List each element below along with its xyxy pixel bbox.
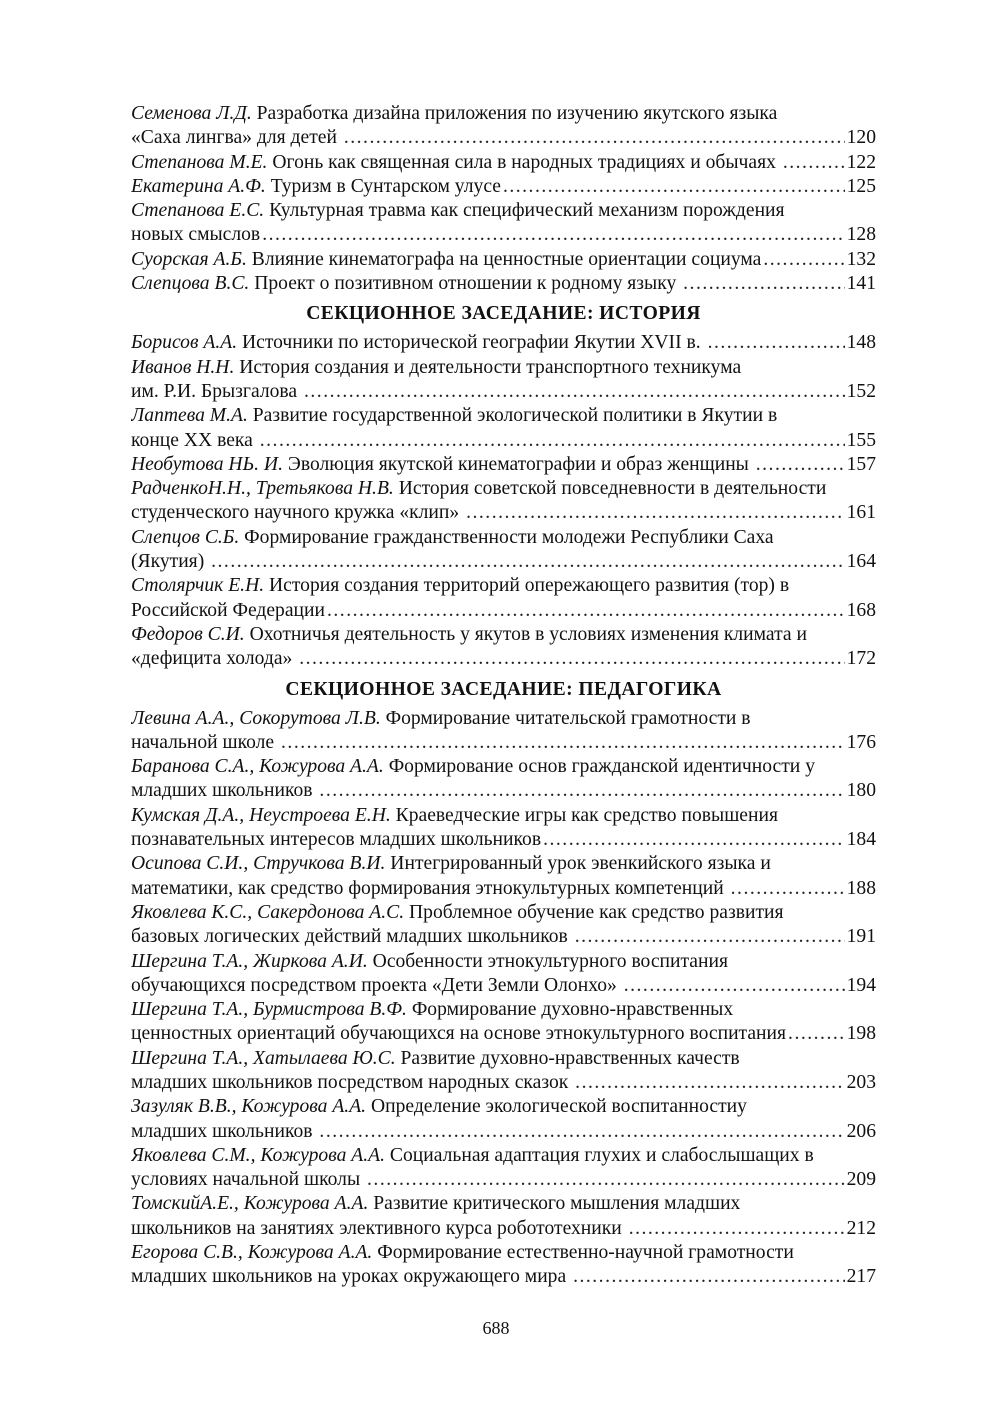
toc-entry-authors: Степанова Е.С. (131, 200, 265, 222)
toc-entry-title: младших школьников (131, 780, 318, 802)
toc-entry-page: 203 (846, 1071, 876, 1093)
toc-entry-page: 217 (846, 1266, 876, 1288)
toc-entry-text (131, 331, 706, 355)
toc-entry-text (131, 599, 325, 623)
toc-entry-authors: Зазуляк В.В., Кожурова А.А. (131, 1096, 367, 1118)
toc-entry-authors: Левина А.А., Сокорутова Л.В. (131, 707, 381, 729)
toc-entry-title: Туризм в Сунтарском улусе (265, 175, 501, 197)
toc-entry-title: Социальная адаптация глухих и слабослышащих в (385, 1144, 814, 1166)
dot-leader (466, 501, 845, 525)
toc-entry-authors: Необутова НЬ. И. (131, 453, 283, 475)
toc-entry-line (131, 380, 876, 404)
dot-leader (543, 828, 845, 852)
dot-leader (503, 175, 845, 199)
toc-entry-page: 125 (846, 175, 876, 197)
dot-leader (319, 1120, 844, 1144)
dot-leader (763, 248, 844, 272)
toc-entry-text (131, 501, 464, 525)
toc-entry-authors: Федоров С.И. (131, 623, 245, 645)
toc-entry-line (131, 599, 876, 623)
toc-entry[interactable] (131, 331, 876, 355)
toc-entry-authors: Столярчик Е.Н. (131, 575, 265, 597)
toc-entry-text (131, 779, 317, 803)
dot-leader (211, 550, 844, 574)
toc-entry-title: Российской Федерации (131, 599, 325, 621)
toc-entry-page: 168 (846, 599, 876, 621)
toc-entry[interactable] (131, 272, 876, 296)
toc-entry-text (131, 828, 541, 852)
toc-entry-title: новых смыслов (131, 224, 261, 246)
toc-entry[interactable] (131, 755, 876, 804)
toc-entry-title: Определение экологической воспитанностиу (366, 1096, 747, 1118)
toc-entry-line (131, 574, 876, 598)
toc-entry-line (131, 1241, 876, 1265)
toc-entry-line (131, 272, 876, 296)
toc-entry-title: Культурная травма как специфический механизм порождения (264, 200, 785, 222)
toc-entry-page: 198 (846, 1023, 876, 1045)
toc-entry-title: Проблемное обучение как средство развития (404, 901, 784, 923)
dot-leader (788, 1022, 845, 1046)
dot-leader (262, 223, 844, 247)
toc-entry-line (131, 623, 876, 647)
toc-entry-authors: Шергина Т.А., Бурмистрова В.Ф. (131, 999, 407, 1021)
toc-entry[interactable] (131, 623, 876, 672)
toc-entry-page: 191 (846, 926, 876, 948)
toc-entry[interactable] (131, 248, 876, 272)
toc-entry-line (131, 151, 876, 175)
toc-entry-page: 152 (846, 380, 876, 402)
toc-entry-line (131, 950, 876, 974)
toc-entry-line (131, 331, 876, 355)
toc-entry-text (131, 925, 573, 949)
toc-entry-page: 172 (846, 648, 876, 670)
toc-entry-page: 188 (846, 877, 876, 899)
toc-entry-title: Источники по исторической географии Якутии XVII в. (237, 332, 706, 354)
toc-entry-text (131, 550, 209, 574)
toc-entry-title: Разработка дизайна приложения по изучению якутского языка (251, 103, 778, 124)
toc-entry-title: младших школьников посредством народных сказок (131, 1071, 574, 1093)
toc-entry-text (131, 1071, 573, 1095)
toc-entry-line (131, 779, 876, 803)
toc-entry-title: младших школьников (131, 1120, 318, 1142)
toc-entry-authors: Егорова С.В., Кожурова А.А. (131, 1242, 373, 1264)
toc-entry-page: 148 (846, 332, 876, 354)
toc-entry[interactable] (131, 526, 876, 575)
toc-entry-title: условиях начальной школы (131, 1169, 366, 1191)
toc-entry-title: обучающихся посредством проекта «Дети Земли Олонхо» (131, 974, 622, 996)
toc-entry-line (131, 925, 876, 949)
dot-leader (708, 331, 845, 355)
toc-entry-line (131, 526, 876, 550)
toc-entry[interactable] (131, 1241, 876, 1290)
toc-entry-page: 206 (846, 1120, 876, 1142)
toc-entry-authors: Кумская Д.А., Неустроева Е.Н. (131, 804, 391, 826)
toc-entry-line (131, 199, 876, 223)
toc-entry-page: 164 (846, 551, 876, 573)
dot-leader (731, 877, 845, 901)
toc-entry[interactable] (131, 175, 876, 199)
toc-entry-authors: Слепцова В.С. (131, 273, 250, 295)
toc-entry-page: 184 (846, 829, 876, 851)
toc-entry-title: младших школьников на уроках окружающего мира (131, 1266, 572, 1288)
toc-entry-title: ценностных ориентаций обучающихся на основе этнокультурного воспитания (131, 1023, 787, 1045)
toc-entry-page: 194 (846, 974, 876, 996)
toc-entry-title: им. Р.И. Брызгалова (131, 380, 302, 402)
toc-entry-text (131, 647, 297, 671)
toc-entry-line (131, 1144, 876, 1168)
dot-leader (683, 272, 844, 296)
toc-entry-line (131, 755, 876, 779)
toc-entry[interactable] (131, 1047, 876, 1096)
dot-leader (260, 429, 845, 453)
dot-leader (367, 1168, 845, 1192)
toc-entry[interactable] (131, 950, 876, 999)
toc-entry-page: 128 (846, 224, 876, 246)
toc-entry-page: 180 (846, 780, 876, 802)
dot-leader (319, 779, 844, 803)
toc-entry[interactable] (131, 1095, 876, 1144)
toc-entry-title: базовых логических действий младших школьников (131, 926, 573, 948)
toc-entry-title: студенческого научного кружка «клип» (131, 502, 465, 524)
toc-entry-text (131, 453, 754, 477)
toc-entry-text (131, 151, 781, 175)
toc-entry-title: конце XX века (131, 429, 258, 451)
dot-leader (575, 1071, 844, 1095)
toc-entry-page: 132 (846, 248, 876, 270)
toc-entry-line (131, 731, 876, 755)
dot-leader (573, 1265, 845, 1289)
toc-entry-page: 212 (846, 1217, 876, 1239)
section-heading: СЕКЦИОННОЕ ЗАСЕДАНИЕ: ПЕДАГОГИКА (285, 678, 722, 700)
toc-entry-page: 155 (846, 429, 876, 451)
toc-entry-line (131, 102, 876, 126)
toc-entry-line (131, 550, 876, 574)
toc-entry[interactable] (131, 151, 876, 175)
toc-entry[interactable] (131, 102, 876, 151)
toc-entry-text (131, 429, 258, 453)
toc-entry-authors: Екатерина А.Ф. (131, 175, 266, 197)
toc-entry-authors: Яковлева К.С., Сакердонова А.С. (131, 901, 405, 923)
toc-entry-text (131, 731, 279, 755)
dot-leader (344, 126, 845, 150)
toc-entry-line (131, 1265, 876, 1289)
dot-leader (327, 599, 845, 623)
toc-entry-page: 157 (846, 453, 876, 475)
toc-entry-line (131, 877, 876, 901)
toc-entry-text (131, 877, 729, 901)
toc-entry-authors: Баранова С.А., Кожурова А.А. (131, 756, 384, 778)
toc-entry-page: 122 (846, 151, 876, 173)
toc-entry[interactable] (131, 477, 876, 526)
toc-entry-title: Краеведческие игры как средство повышения (390, 804, 778, 826)
toc-entry-title: познавательных интересов младших школьников (131, 829, 542, 851)
toc-entry-line (131, 453, 876, 477)
toc-entry-authors: ТомскийА.Е., Кожурова А.А. (131, 1193, 369, 1215)
toc-entry-title: Формирование естественно-научной грамотности (372, 1242, 794, 1264)
toc-entry-title: Интегрированный урок эвенкийского языка и (385, 853, 771, 875)
toc-entry-page: 141 (846, 273, 876, 295)
toc-entry-title: История советской повседневности в деятельности (393, 478, 827, 500)
toc-entry-authors: Шергина Т.А., Жиркова А.И. (131, 950, 368, 972)
toc-entry-line (131, 429, 876, 453)
toc-entry[interactable] (131, 852, 876, 901)
toc-entry-line (131, 1047, 876, 1071)
toc-entry-text (131, 974, 622, 998)
toc-entry-authors: Шергина Т.А., Хатылаева Ю.С. (131, 1047, 396, 1069)
toc-entry-title: (Якутия) (131, 551, 210, 573)
toc-entry[interactable] (131, 199, 876, 248)
toc-entry-authors: РадченкоН.Н., Третьякова Н.В. (131, 478, 394, 500)
toc-entry[interactable] (131, 707, 876, 756)
toc-entry-title: «дефицита холода» (131, 648, 298, 670)
toc-entry-title: Формирование духовно-нравственных (406, 999, 734, 1021)
toc-entry-text (131, 380, 302, 404)
toc-entry-line (131, 1095, 876, 1119)
dot-leader (629, 1217, 845, 1241)
dot-leader (281, 731, 845, 755)
toc-entry-line (131, 647, 876, 671)
toc-entry-text (131, 1022, 786, 1046)
toc-entry-title: Развитие государственной экологической политики в Якутии в (247, 405, 778, 427)
table-of-contents (131, 102, 876, 1290)
toc-entry-title: Влияние кинематографа на ценностные ориентации социума (246, 248, 762, 270)
dot-leader (756, 453, 845, 477)
toc-entry-title: История создания территорий опережающего развития (тор) в (264, 575, 790, 597)
toc-entry-text (131, 1120, 317, 1144)
dot-leader (299, 647, 844, 671)
toc-entry-page: 209 (846, 1169, 876, 1191)
toc-entry-authors: Иванов Н.Н. (131, 356, 235, 378)
toc-entry[interactable] (131, 901, 876, 950)
dot-leader (624, 974, 845, 998)
toc-entry-line (131, 852, 876, 876)
toc-entry-line (131, 828, 876, 852)
toc-entry-title: начальной школе (131, 731, 280, 753)
toc-entry-line (131, 1217, 876, 1241)
toc-entry-line (131, 356, 876, 380)
toc-entry[interactable] (131, 998, 876, 1047)
toc-entry-line (131, 1022, 876, 1046)
toc-entry-authors: Слепцов С.Б. (131, 526, 240, 548)
toc-entry-title: Формирование читательской грамотности в (380, 707, 751, 729)
toc-entry-line (131, 175, 876, 199)
toc-entry-title: Развитие духовно-нравственных качеств (395, 1047, 740, 1069)
toc-entry-title: Развитие критического мышления младших (368, 1193, 741, 1215)
toc-entry-line (131, 1168, 876, 1192)
toc-entry-line (131, 248, 876, 272)
toc-entry-line (131, 901, 876, 925)
toc-entry-line (131, 404, 876, 428)
toc-entry-title: школьников на занятиях элективного курса робототехники (131, 1217, 627, 1239)
toc-entry-authors: Яковлева С.М., Кожурова А.А. (131, 1144, 386, 1166)
toc-entry-title: История создания и деятельности транспортного техникума (234, 356, 742, 378)
toc-entry-authors: Семенова Л.Д. (131, 103, 252, 124)
toc-entry-text (131, 126, 342, 150)
toc-entry-text (131, 248, 761, 272)
toc-entry-title: Охотничья деятельность у якутов в условиях изменения климата и (244, 623, 807, 645)
toc-entry-line (131, 1120, 876, 1144)
toc-entry-page: 161 (846, 502, 876, 524)
toc-entry-authors: Осипова С.И., Стручкова В.И. (131, 853, 386, 875)
toc-entry[interactable] (131, 804, 876, 853)
toc-entry-page: 120 (846, 127, 876, 149)
toc-entry-line (131, 804, 876, 828)
toc-entry-line (131, 707, 876, 731)
toc-entry-page: 176 (846, 731, 876, 753)
toc-entry-line (131, 501, 876, 525)
toc-entry-line (131, 1071, 876, 1095)
toc-entry-title: «Саха лингва» для детей (131, 127, 342, 149)
toc-entry-line (131, 126, 876, 150)
toc-entry-text (131, 272, 681, 296)
section-heading: СЕКЦИОННОЕ ЗАСЕДАНИЕ: ИСТОРИЯ (306, 303, 701, 325)
toc-entry-text (131, 1168, 365, 1192)
toc-entry-line (131, 223, 876, 247)
toc-entry-title: Огонь как священная сила в народных традициях и обычаях (267, 151, 781, 173)
dot-leader (304, 380, 845, 404)
toc-entry-text (131, 223, 260, 247)
toc-entry-title: Формирование гражданственности молодежи Республики Саха (239, 526, 774, 548)
toc-entry-authors: Суорская А.Б. (131, 248, 247, 270)
dot-leader (575, 925, 845, 949)
dot-leader (783, 151, 845, 175)
toc-entry-line (131, 477, 876, 501)
toc-entry[interactable] (131, 574, 876, 623)
toc-entry-title: Особенности этнокультурного воспитания (367, 950, 728, 972)
page-number: 688 (482, 1318, 510, 1338)
toc-entry[interactable] (131, 404, 876, 453)
toc-entry-title: Формирование основ гражданской идентичности у (383, 756, 815, 778)
toc-entry-line (131, 998, 876, 1022)
toc-entry-title: Проект о позитивном отношении к родному языку (249, 273, 682, 295)
toc-entry-line (131, 1192, 876, 1216)
toc-entry[interactable] (131, 453, 876, 477)
toc-entry-title: Эволюция якутской кинематографии и образ женщины (283, 453, 754, 475)
toc-entry-text (131, 175, 501, 199)
toc-entry[interactable] (131, 356, 876, 405)
toc-entry[interactable] (131, 1144, 876, 1193)
toc-entry-text (131, 1265, 571, 1289)
toc-entry-authors: Степанова М.Е. (131, 151, 268, 173)
toc-entry-line (131, 974, 876, 998)
toc-entry-text (131, 1217, 627, 1241)
toc-entry-title: математики, как средство формирования этнокультурных компетенций (131, 877, 729, 899)
toc-entry[interactable] (131, 1192, 876, 1241)
toc-entry-authors: Лаптева М.А. (131, 405, 248, 427)
toc-entry-authors: Борисов А.А. (131, 332, 238, 354)
